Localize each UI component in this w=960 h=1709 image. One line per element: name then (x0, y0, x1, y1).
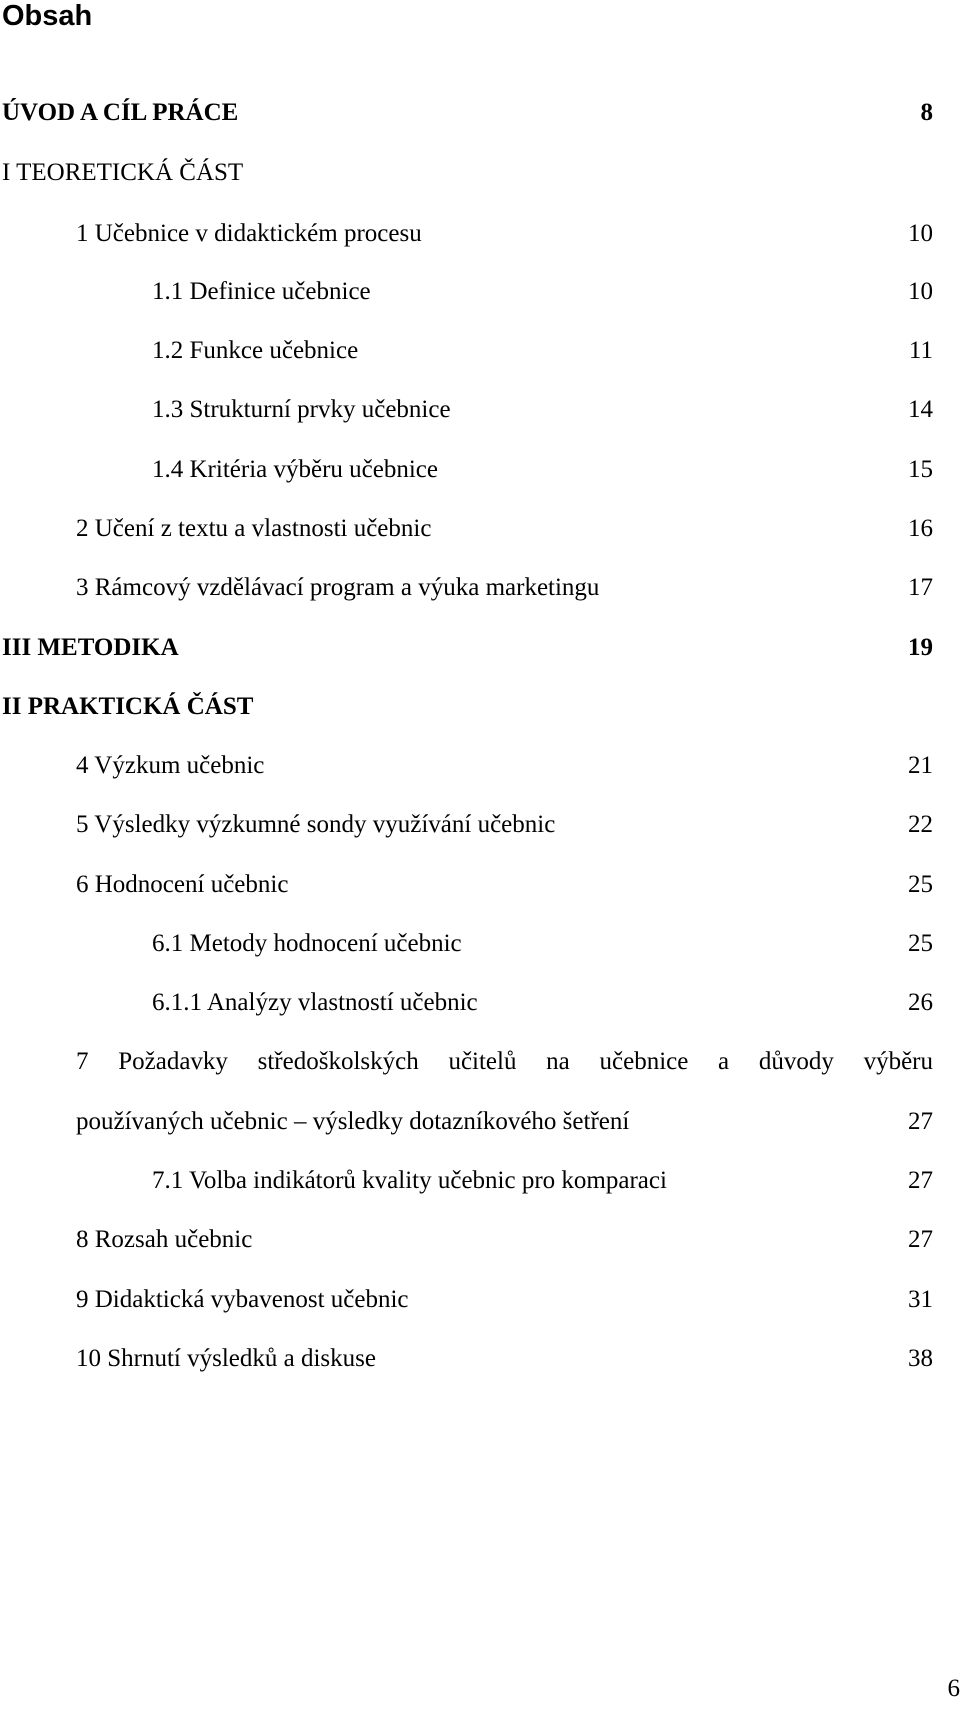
toc-entry-page: 14 (908, 396, 933, 423)
toc-entry-page: 31 (908, 1286, 933, 1313)
toc-entry-1-3 (0, 392, 933, 428)
toc-entry-label: III METODIKA (2, 634, 179, 661)
toc-entry-9 (0, 1282, 933, 1318)
toc-entry-label: používaných učebnic – výsledky dotazníkového šetření (76, 1108, 630, 1135)
toc-entry-label: 6 Hodnocení učebnic (76, 871, 289, 898)
toc-entry-label: 9 Didaktická vybavenost učebnic (76, 1286, 409, 1313)
toc-entry-6 (0, 867, 933, 903)
toc-entry-label: 1 Učebnice v didaktickém procesu (76, 220, 422, 247)
toc-entry-6-1 (0, 926, 933, 962)
toc-entry-7-line-2 (0, 1104, 933, 1140)
toc-entry-label: II PRAKTICKÁ ČÁST (2, 693, 254, 720)
toc-entry-6-1-1 (0, 985, 933, 1021)
toc-entry-1 (0, 216, 933, 252)
toc-entry-page: 11 (908, 337, 933, 364)
toc-entry-page: 27 (908, 1108, 933, 1135)
toc-entry-label: 7.1 Volba indikátorů kvality učebnic pro komparaci (152, 1167, 667, 1194)
toc-entry-label: 6.1.1 Analýzy vlastností učebnic (152, 989, 478, 1016)
toc-entry-1-1 (0, 274, 933, 310)
toc-entry-label: 8 Rozsah učebnic (76, 1226, 253, 1253)
toc-entry-label: 1.3 Strukturní prvky učebnice (152, 396, 451, 423)
toc-entry-label: 1.4 Kritéria výběru učebnice (152, 456, 438, 483)
toc-entry-label: 4 Výzkum učebnic (76, 752, 265, 779)
toc-entry-7-line-1 (0, 1044, 933, 1080)
page-number: 6 (947, 1675, 960, 1702)
toc-entry-8 (0, 1222, 933, 1258)
toc-entry-1-2 (0, 333, 933, 369)
toc-entry-label: I TEORETICKÁ ČÁST (2, 159, 244, 186)
toc-entry-uvod (0, 95, 933, 131)
toc-entry-page: 25 (908, 871, 933, 898)
toc-entry-page: 17 (908, 574, 933, 601)
toc-entry-page: 10 (908, 220, 933, 247)
toc-entry-prakticka-cast (0, 689, 933, 725)
toc-entry-page: 26 (908, 989, 933, 1016)
toc-entry-label: 1.2 Funkce učebnice (152, 337, 359, 364)
toc-entry-page: 27 (908, 1226, 933, 1253)
toc-entry-page: 25 (908, 930, 933, 957)
toc-entry-1-4 (0, 452, 933, 488)
toc-entry-label: 3 Rámcový vzdělávací program a výuka marketingu (76, 574, 600, 601)
toc-entry-7-1 (0, 1163, 933, 1199)
toc-entry-2 (0, 511, 933, 547)
toc-entry-metodika (0, 630, 933, 666)
toc-entry-label: 10 Shrnutí výsledků a diskuse (76, 1345, 376, 1372)
toc-entry-3 (0, 570, 933, 606)
toc-entry-page: 19 (908, 634, 933, 661)
toc-entry-label: 5 Výsledky výzkumné sondy využívání učebnic (76, 811, 556, 838)
toc-entry-page: 8 (920, 99, 933, 126)
toc-entry-label: 6.1 Metody hodnocení učebnic (152, 930, 462, 957)
toc-entry-page: 38 (908, 1345, 933, 1372)
toc-entry-5 (0, 807, 933, 843)
toc-entry-page: 15 (908, 456, 933, 483)
toc-entry-page: 22 (908, 811, 933, 838)
toc-entry-label: ÚVOD A CÍL PRÁCE (2, 99, 239, 126)
toc-entry-10 (0, 1341, 933, 1377)
page-title: Obsah (2, 0, 93, 32)
toc-entry-label: 1.1 Definice učebnice (152, 278, 371, 305)
toc-entry-label: 2 Učení z textu a vlastnosti učebnic (76, 515, 432, 542)
toc-entry-4 (0, 748, 933, 784)
toc-entry-page: 21 (908, 752, 933, 779)
toc-entry-label: 7 Požadavky středoškolských učitelů na učebnice a důvody výběru (76, 1048, 933, 1075)
toc-entry-page: 10 (908, 278, 933, 305)
toc-entry-page: 27 (908, 1167, 933, 1194)
toc-entry-page: 16 (908, 515, 933, 542)
toc-entry-teoreticka-cast (0, 155, 933, 191)
